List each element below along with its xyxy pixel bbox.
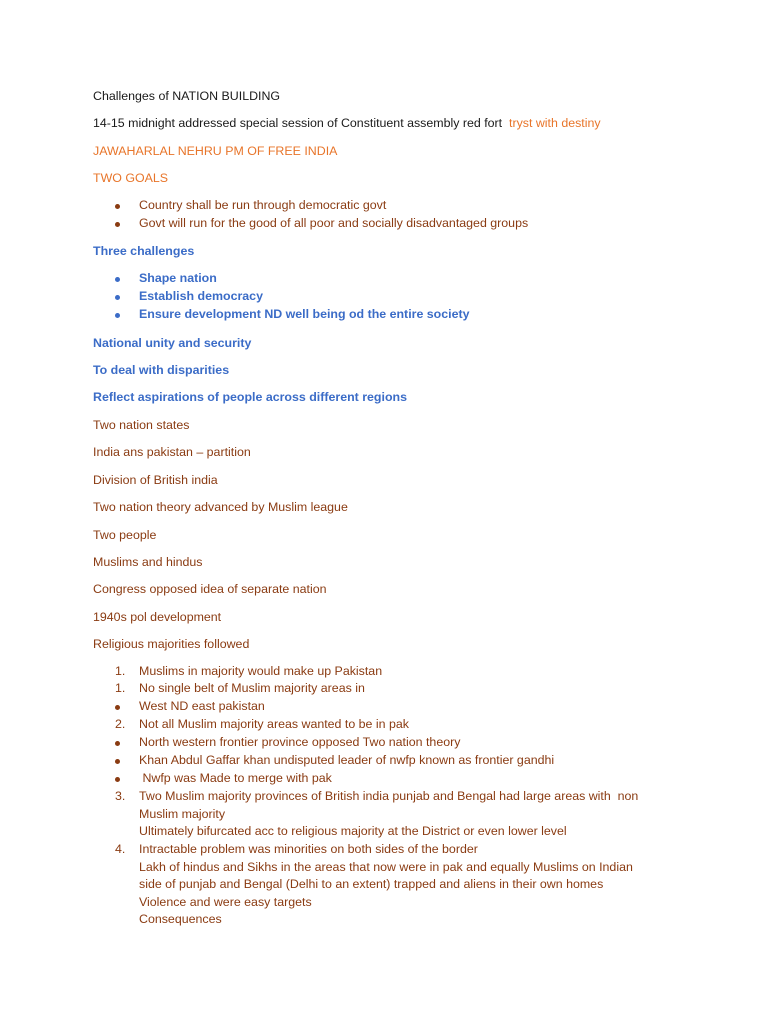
note-line: Two nation theory advanced by Muslim league [93,500,348,514]
note-line: Muslims and hindus [93,555,203,569]
list-marker: 2. [115,717,126,731]
goal-text: Govt will run for the good of all poor and socially disadvantaged groups [139,216,529,230]
bullet-icon [115,741,120,746]
bullet-icon [115,313,120,318]
list-text-block [139,841,633,929]
bullet-icon [115,295,120,300]
note-line: Religious majorities followed [93,637,250,651]
challenge-text: Shape nation [139,271,217,285]
note-line: Two people [93,528,157,542]
list-text-block [139,788,638,841]
blue-line: Reflect aspirations of people across different regions [93,390,407,404]
list-text: Two Muslim majority provinces of British india punjab and Bengal had large areas with non [139,789,639,803]
blue-line: National unity and security [93,336,252,350]
page-title: Challenges of NATION BUILDING [93,89,281,103]
goal-text: Country shall be run through democratic govt [139,198,387,212]
note-line: Division of British india [93,473,218,487]
bullet-icon [115,705,120,710]
nehru-line: JAWAHARLAL NEHRU PM OF FREE INDIA [93,144,338,158]
list-text: West ND east pakistan [139,699,265,713]
list-text: Ultimately bifurcated acc to religious majority at the District or even lower level [139,824,567,839]
note-line: Congress opposed idea of separate nation [93,582,327,596]
three-challenges-heading: Three challenges [93,244,195,258]
list-text: Khan Abdul Gaffar khan undisputed leader of nwfp known as frontier gandhi [139,753,555,767]
list-marker: 1. [115,664,126,678]
list-text: Muslim majority [139,806,226,821]
list-text: North western frontier province opposed Two nation theory [139,735,461,749]
list-text: side of punjab and Bengal (Delhi to an extent) trapped and aliens in their own homes [139,877,604,892]
intro-line [93,115,601,131]
intro-text: 14-15 midnight addressed special session of Constituent assembly red fort [93,116,503,130]
list-text: Not all Muslim majority areas wanted to be in pak [139,717,409,731]
list-text: Violence and were easy targets [139,894,312,909]
blue-line: To deal with disparities [93,363,230,377]
challenge-text: Ensure development ND well being od the entire society [139,307,470,321]
list-marker: 1. [115,681,126,695]
challenge-text: Establish democracy [139,289,263,303]
list-text: Muslims in majority would make up Pakistan [139,664,383,678]
two-goals-heading: TWO GOALS [93,171,169,185]
bullet-icon [115,277,120,282]
note-line: India ans pakistan – partition [93,445,251,459]
bullet-icon [115,204,120,209]
note-line: Two nation states [93,418,190,432]
list-text: Consequences [139,912,222,927]
list-text: Intractable problem was minorities on both sides of the border [139,842,478,856]
list-marker: 3. [115,789,126,803]
list-text: Nwfp was Made to merge with pak [139,771,332,785]
bullet-icon [115,759,120,764]
note-line: 1940s pol development [93,610,222,624]
list-text: No single belt of Muslim majority areas in [139,681,365,695]
list-text: Lakh of hindus and Sikhs in the areas that now were in pak and equally Muslims on Indian [139,859,633,874]
bullet-icon [115,222,120,227]
list-marker: 4. [115,842,126,856]
bullet-icon [115,777,120,782]
intro-highlight: tryst with destiny [509,116,601,130]
